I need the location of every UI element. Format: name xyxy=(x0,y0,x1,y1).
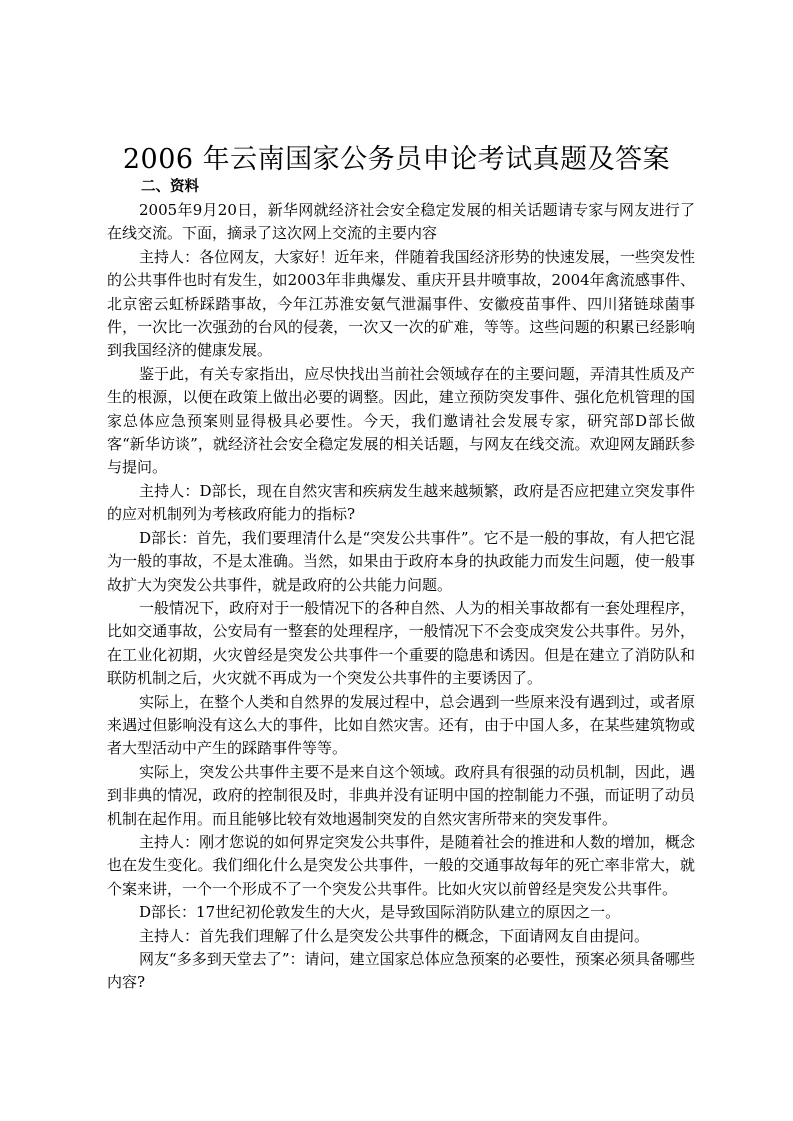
paragraph-host-greeting: 主持人：各位网友，大家好！近年来，伴随着我国经济形势的快速发展，一些突发性的公共事件也时有发生，如2003年非典爆发、重庆开县井喷事故，2004年禽流感事件、北京密云虹桥踩踏事故，今年江苏淮安氨气泄漏事件、安徽疫苗事件、四川猪链球菌事件，一次比一次强劲的台风的侵袭，一次又一次的矿难，等等。这些问题的积累已经影响到我国经济的健康发展。 xyxy=(107,247,695,360)
document-title: 2006 年云南国家公务员申论考试真题及答案 xyxy=(122,144,671,175)
paragraph-host-transition: 主持人：首先我们理解了什么是突发公共事件的概念，下面请网友自由提问。 xyxy=(139,926,650,945)
document-body xyxy=(107,176,695,995)
paragraph-d-answer-1: D部长：首先，我们要理清什么是“突发公共事件”。它不是一般的事故，有人把它混为一般的事故，不是太准确。当然，如果由于政府本身的执政能力而发生问题，使一般事故扩大为突发公共事件，就是政府的公共能力问题。 xyxy=(107,528,695,594)
paragraph-d-answer-3: 实际上，在整个人类和自然界的发展过程中，总会遇到一些原来没有遇到过，或者原来遇过但影响没有这么大的事件，比如自然灾害。还有，由于中国人多，在某些建筑物或者大型活动中产生的踩踏事件等等。 xyxy=(107,692,695,758)
paragraph-intro: 2005年9月20日，新华网就经济社会安全稳定发展的相关话题请专家与网友进行了在线交流。下面，摘录了这次网上交流的主要内容 xyxy=(107,201,695,243)
paragraph-d-answer-4: 实际上，突发公共事件主要不是来自这个领域。政府具有很强的动员机制，因此，遇到非典的情况，政府的控制很及时，非典并没有证明中国的控制能力不强，而证明了动员机制在起作用。而且能够比较有效地遏制突发的自然灾害所带来的突发事件。 xyxy=(107,762,695,828)
paragraph-expert-intro: 鉴于此，有关专家指出，应尽快找出当前社会领域存在的主要问题，弄清其性质及产生的根源，以便在政策上做出必要的调整。因此，建立预防突发事件、强化危机管理的国家总体应急预案则显得极具必要性。今天，我们邀请社会发展专家，研究部D部长做客“新华访谈”，就经济社会安全稳定发展的相关话题，与网友在线交流。欢迎网友踊跃参与提问。 xyxy=(107,364,695,477)
paragraph-netizen-question: 网友“多多到天堂去了”：请问，建立国家总体应急预案的必要性，预案必须具备哪些内容? xyxy=(107,950,695,992)
paragraph-host-question-2: 主持人：刚才您说的如何界定突发公共事件，是随着社会的推进和人数的增加，概念也在发生变化。我们细化什么是突发公共事件，一般的交通事故每年的死亡率非常大，就个案来讲，一个一个形成不了一个突发公共事件。比如火灾以前曾经是突发公共事件。 xyxy=(107,832,695,898)
paragraph-d-answer-2: 一般情况下，政府对于一般情况下的各种自然、人为的相关事故都有一套处理程序，比如交通事故，公安局有一整套的处理程序，一般情况下不会变成突发公共事件。另外，在工业化初期，火灾曾经是突发公共事件一个重要的隐患和诱因。但是在建立了消防队和联防机制之后，火灾就不再成为一个突发公共事件的主要诱因了。 xyxy=(107,598,695,688)
paragraph-host-question-1: 主持人：D部长，现在自然灾害和疾病发生越来越频繁，政府是否应把建立突发事件的应对机制列为考核政府能力的指标? xyxy=(107,481,695,524)
section-heading: 二、资料 xyxy=(141,179,199,195)
paragraph-d-answer-5: D部长：17世纪初伦敦发生的大火，是导致国际消防队建立的原因之一。 xyxy=(139,903,621,922)
